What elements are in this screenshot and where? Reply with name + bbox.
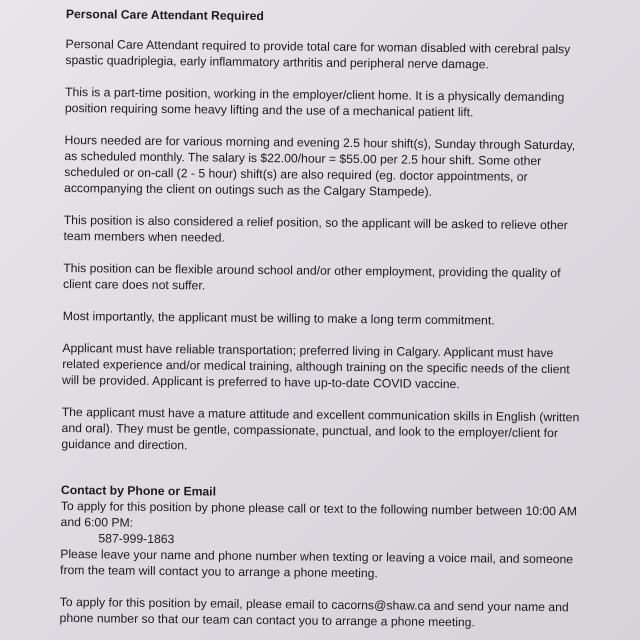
contact-phone-followup: Please leave your name and phone number when texting or leaving a voice mail, and someone from the team will contact you to arrange a phone meeting. xyxy=(60,546,574,581)
paragraph-requirements: Applicant must have reliable transportation; preferred living in Calgary. Applicant must have related experience and/or medical training, although training on the specific needs of the client will be provided. Applicant is preferred to have up-to-date COVID vaccine. xyxy=(62,340,570,392)
paragraph-attitude: The applicant must have a mature attitude and excellent communication skills in English (written and oral). They must be gentle, compassionate, punctual, and look to the employer/client for guidance and direction. xyxy=(61,404,580,453)
paragraph-position-type: This is a part-time position, working in the employer/client home. It is a physically demanding position requiring some heavy lifting and the use of a mechanical patient lift. xyxy=(64,84,565,120)
contact-phone-number: 587-999-1863 xyxy=(98,531,175,547)
paragraph-relief-position: This position is also considered a relief position, so the applicant will be asked to relieve other team members when needed. xyxy=(63,212,568,245)
paragraph-flexibility: This position can be flexible around school and/or other employment, providing the quality of client care does not suffer. xyxy=(63,260,561,293)
contact-email-text: To apply for this position by email, please email to cacorns@shaw.ca and send your name and phone number so that our team can contact you to arrange a phone meeting. xyxy=(59,594,569,630)
contact-heading: Contact by Phone or Email xyxy=(60,482,217,499)
document-body xyxy=(60,6,586,631)
document-title: Personal Care Attendant Required xyxy=(65,6,264,24)
paragraph-commitment: Most importantly, the applicant must be willing to make a long term commitment. xyxy=(62,308,495,328)
paragraph-hours-salary: Hours needed are for various morning and evening 2.5 hour shift(s), Sunday through Saturday, as scheduled monthly. The salary is $22.00/hour = $55.00 per 2.5 hour shift. Some other scheduled or on-call (2 - 5 hour) shift(s) are also required (eg. doctor appointments, or accompanying the client on outings such as the Calgary Stampede). xyxy=(64,132,576,199)
contact-phone-intro: To apply for this position by phone please call or text to the following number between 10:00 AM and 6:00 PM: xyxy=(60,498,578,530)
paragraph-role-description: Personal Care Attendant required to provide total care for woman disabled with cerebral palsy spastic quadriplegia, early inflammatory arthritis and peripheral nerve damage. xyxy=(65,36,571,72)
